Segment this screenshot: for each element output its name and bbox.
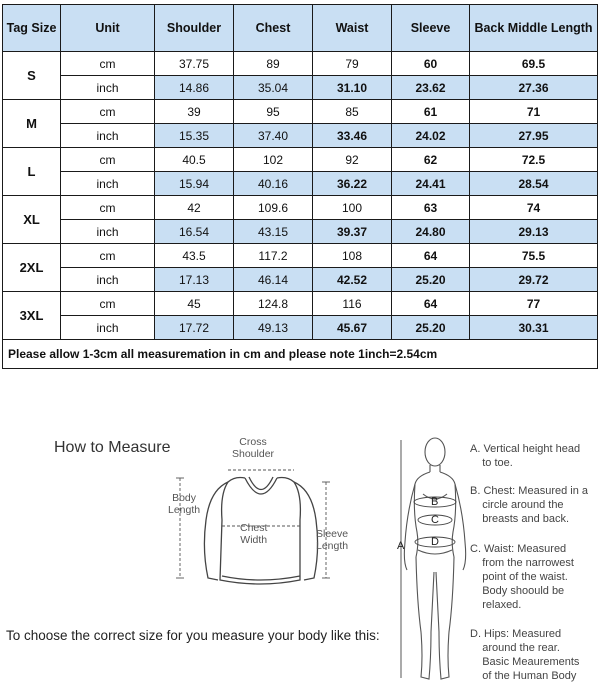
- table-row-inch: [3, 124, 598, 148]
- letter-a: A: [397, 540, 405, 552]
- unit-cell: cm: [61, 196, 155, 220]
- value-cell: 85: [313, 100, 392, 124]
- header-shoulder: Shoulder: [155, 5, 234, 52]
- unit-cell: cm: [61, 244, 155, 268]
- value-cell: 29.13: [470, 220, 598, 244]
- desc-d: D. Hips: Measured around the rear. Basic Meaurements of the Human Body: [470, 628, 580, 682]
- value-cell: 24.02: [392, 124, 470, 148]
- value-cell: 28.54: [470, 172, 598, 196]
- letter-b: B: [431, 496, 439, 508]
- value-cell: 36.22: [313, 172, 392, 196]
- table-row-inch: [3, 268, 598, 292]
- unit-cell: inch: [61, 76, 155, 100]
- value-cell: 39: [155, 100, 234, 124]
- value-cell: 31.10: [313, 76, 392, 100]
- measurement-note: Please allow 1-3cm all measuremation in cm and please note 1inch=2.54cm: [3, 340, 598, 369]
- value-cell: 24.80: [392, 220, 470, 244]
- desc-c: C. Waist: Measured from the narrowest point of the waist. Body shoould be relaxed.: [470, 543, 574, 611]
- value-cell: 69.5: [470, 52, 598, 76]
- value-cell: 72.5: [470, 148, 598, 172]
- table-row-cm: [3, 244, 598, 268]
- value-cell: 30.31: [470, 316, 598, 340]
- table-row-inch: [3, 76, 598, 100]
- table-row-inch: [3, 220, 598, 244]
- value-cell: 39.37: [313, 220, 392, 244]
- value-cell: 45: [155, 292, 234, 316]
- table-header-row: [3, 5, 598, 52]
- size-chart-table: [2, 4, 598, 369]
- value-cell: 89: [234, 52, 313, 76]
- value-cell: 71: [470, 100, 598, 124]
- desc-b: B. Chest: Measured in a circle around the breasts and back.: [470, 485, 589, 525]
- value-cell: 14.86: [155, 76, 234, 100]
- value-cell: 117.2: [234, 244, 313, 268]
- value-cell: 60: [392, 52, 470, 76]
- table-row-cm: [3, 100, 598, 124]
- body-length-label: Body Length: [168, 492, 201, 516]
- sleeve-length-label: Sleeve Length: [316, 528, 349, 552]
- table-row-cm: [3, 292, 598, 316]
- header-unit: Unit: [61, 5, 155, 52]
- value-cell: 17.13: [155, 268, 234, 292]
- value-cell: 25.20: [392, 316, 470, 340]
- value-cell: 37.75: [155, 52, 234, 76]
- value-cell: 92: [313, 148, 392, 172]
- value-cell: 43.15: [234, 220, 313, 244]
- value-cell: 75.5: [470, 244, 598, 268]
- value-cell: 46.14: [234, 268, 313, 292]
- unit-cell: inch: [61, 268, 155, 292]
- value-cell: 16.54: [155, 220, 234, 244]
- table-row-cm: [3, 52, 598, 76]
- value-cell: 49.13: [234, 316, 313, 340]
- value-cell: 61: [392, 100, 470, 124]
- value-cell: 33.46: [313, 124, 392, 148]
- how-to-measure-title: How to Measure: [54, 439, 171, 456]
- body-figure: [395, 432, 475, 687]
- size-cell: S: [3, 52, 61, 100]
- unit-cell: cm: [61, 292, 155, 316]
- unit-cell: inch: [61, 316, 155, 340]
- header-chest: Chest: [234, 5, 313, 52]
- header-waist: Waist: [313, 5, 392, 52]
- value-cell: 63: [392, 196, 470, 220]
- value-cell: 15.35: [155, 124, 234, 148]
- header-back-middle-length: Back Middle Length: [470, 5, 598, 52]
- value-cell: 124.8: [234, 292, 313, 316]
- value-cell: 42: [155, 196, 234, 220]
- value-cell: 116: [313, 292, 392, 316]
- size-cell: 2XL: [3, 244, 61, 292]
- value-cell: 74: [470, 196, 598, 220]
- table-row-inch: [3, 316, 598, 340]
- value-cell: 35.04: [234, 76, 313, 100]
- value-cell: 102: [234, 148, 313, 172]
- value-cell: 100: [313, 196, 392, 220]
- cross-shoulder-label: Cross Shoulder: [232, 436, 275, 460]
- value-cell: 43.5: [155, 244, 234, 268]
- table-row-cm: [3, 148, 598, 172]
- value-cell: 29.72: [470, 268, 598, 292]
- value-cell: 109.6: [234, 196, 313, 220]
- size-cell: XL: [3, 196, 61, 244]
- note-row: [3, 340, 598, 369]
- value-cell: 64: [392, 244, 470, 268]
- chest-width-label: Chest Width: [240, 522, 268, 546]
- value-cell: 37.40: [234, 124, 313, 148]
- value-cell: 79: [313, 52, 392, 76]
- table-row-cm: [3, 196, 598, 220]
- unit-cell: cm: [61, 100, 155, 124]
- header-tag-size: Tag Size: [3, 5, 61, 52]
- value-cell: 40.16: [234, 172, 313, 196]
- value-cell: 25.20: [392, 268, 470, 292]
- value-cell: 108: [313, 244, 392, 268]
- value-cell: 27.95: [470, 124, 598, 148]
- value-cell: 17.72: [155, 316, 234, 340]
- table-row-inch: [3, 172, 598, 196]
- value-cell: 77: [470, 292, 598, 316]
- desc-a: A. Vertical height head to toe.: [470, 443, 581, 469]
- letter-c: C: [431, 514, 439, 526]
- value-cell: 64: [392, 292, 470, 316]
- letter-d: D: [431, 536, 439, 548]
- value-cell: 15.94: [155, 172, 234, 196]
- value-cell: 42.52: [313, 268, 392, 292]
- value-cell: 23.62: [392, 76, 470, 100]
- value-cell: 45.67: [313, 316, 392, 340]
- value-cell: 40.5: [155, 148, 234, 172]
- choose-size-instruction: To choose the correct size for you measure your body like this:: [6, 628, 380, 643]
- unit-cell: inch: [61, 220, 155, 244]
- value-cell: 24.41: [392, 172, 470, 196]
- unit-cell: inch: [61, 124, 155, 148]
- value-cell: 95: [234, 100, 313, 124]
- unit-cell: cm: [61, 148, 155, 172]
- header-sleeve: Sleeve: [392, 5, 470, 52]
- size-cell: 3XL: [3, 292, 61, 340]
- size-cell: L: [3, 148, 61, 196]
- value-cell: 27.36: [470, 76, 598, 100]
- unit-cell: inch: [61, 172, 155, 196]
- size-cell: M: [3, 100, 61, 148]
- unit-cell: cm: [61, 52, 155, 76]
- value-cell: 62: [392, 148, 470, 172]
